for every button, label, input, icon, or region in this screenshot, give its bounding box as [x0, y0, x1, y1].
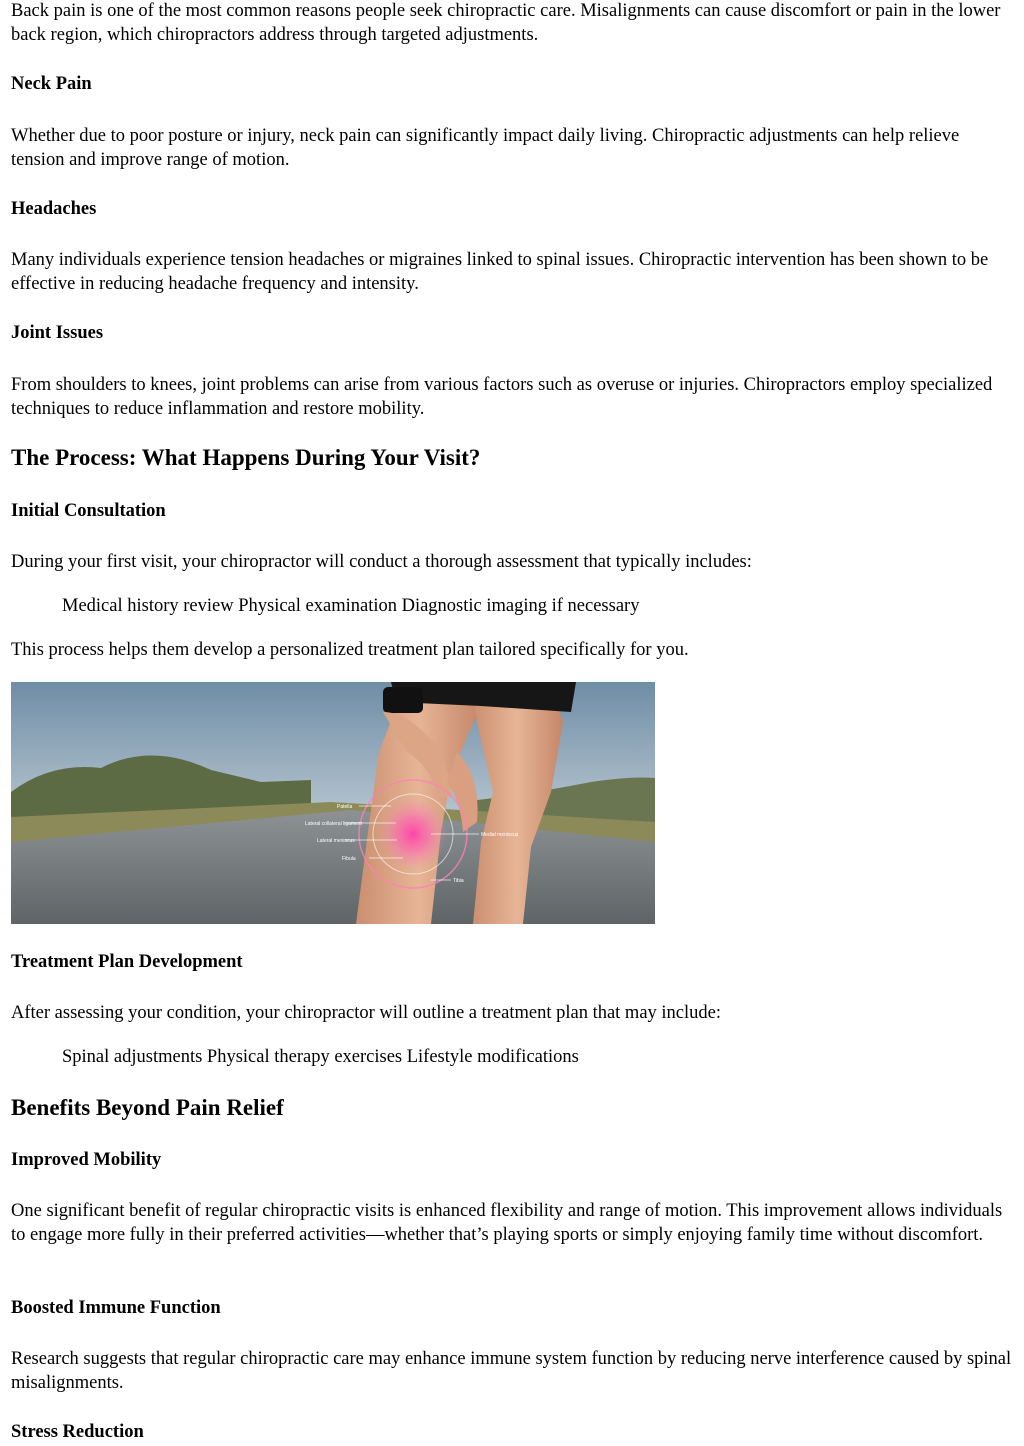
paragraph-joint-issues: From shoulders to knees, joint problems can arise from various factors such as overuse or injuries. Chiropractors employ specialized techniques to reduce inflammation and restore mobility.: [11, 375, 993, 419]
heading-headaches: Headaches: [11, 199, 97, 219]
heading-immune-function: Boosted Immune Function: [11, 1298, 221, 1318]
paragraph-back-pain: Back pain is one of the most common reasons people seek chiropractic care. Misalignments can cause discomfort or pain in the lower back region, which chiropractors address through targeted adjustments.: [11, 1, 1001, 45]
label-patella: Patella: [337, 804, 353, 810]
paragraph-headaches: Many individuals experience tension headaches or migraines linked to spinal issues. Chiropractic intervention has been shown to be effective in reducing headache frequency and intensity.: [11, 250, 989, 294]
paragraph-improved-mobility: One significant benefit of regular chiropractic visits is enhanced flexibility and range of motion. This improvement allows individuals to engage more fully in their preferred activities—whether that’s playing sports or simply enjoying family time without discomfort.: [11, 1201, 1003, 1245]
heading-joint-issues: Joint Issues: [11, 323, 104, 343]
label-tibia: Tibia: [453, 878, 464, 884]
label-fibula: Fibula: [342, 856, 356, 862]
knee-pain-photo: [11, 682, 655, 924]
label-lateral-meniscus: Lateral meniscus: [317, 838, 355, 844]
list-assessment-items: Medical history review Physical examination Diagnostic imaging if necessary: [62, 596, 640, 616]
paragraph-immune-function: Research suggests that regular chiropractic care may enhance immune system function by reducing nerve interference caused by spinal misalignments.: [11, 1349, 1012, 1393]
list-treatment-items: Spinal adjustments Physical therapy exercises Lifestyle modifications: [62, 1047, 579, 1067]
heading-improved-mobility: Improved Mobility: [11, 1150, 162, 1170]
paragraph-neck-pain: Whether due to poor posture or injury, neck pain can significantly impact daily living. Chiropractic adjustments can help relieve tension and improve range of motion.: [11, 126, 960, 170]
heading-treatment-plan: Treatment Plan Development: [11, 952, 243, 972]
paragraph-process-helps: This process helps them develop a personalized treatment plan tailored specifically for you.: [11, 640, 689, 660]
label-lateral-ligament: Lateral collateral ligament: [305, 821, 362, 827]
heading-the-process: The Process: What Happens During Your Visit?: [11, 445, 481, 470]
heading-benefits: Benefits Beyond Pain Relief: [11, 1095, 284, 1120]
heading-neck-pain: Neck Pain: [11, 74, 92, 94]
heading-stress-reduction: Stress Reduction: [11, 1422, 144, 1442]
paragraph-after-assessing: After assessing your condition, your chiropractor will outline a treatment plan that may include:: [11, 1003, 722, 1023]
label-medial-meniscus: Medial meniscus: [481, 832, 519, 838]
smartwatch: [383, 687, 423, 713]
heading-initial-consultation: Initial Consultation: [11, 501, 166, 521]
paragraph-first-visit: During your first visit, your chiropractor will conduct a thorough assessment that typically includes:: [11, 552, 752, 572]
